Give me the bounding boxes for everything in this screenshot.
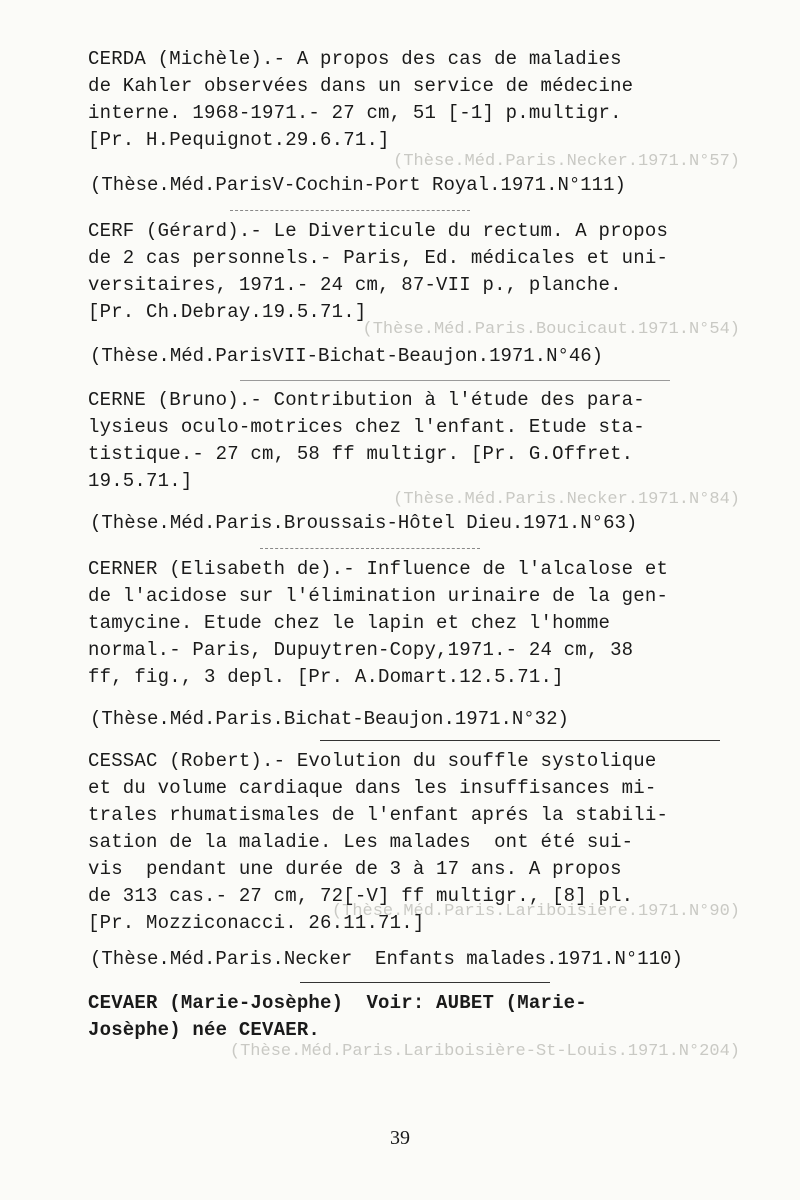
entry-line: interne. 1968-1971.- 27 cm, 51 [-1] p.multigr. [88,102,622,124]
entry-line: CERNER (Elisabeth de).- Influence de l'alcalose et [88,558,669,580]
cross-reference-line: Josèphe) née CEVAER. [88,1019,321,1041]
bleed-through-text: (Thèse.Méd.Paris.Lariboisière.1971.N°90) [331,902,740,921]
entry-line: et du volume cardiaque dans les insuffisances mi- [88,777,657,799]
entry-line: vis pendant une durée de 3 à 17 ans. A propos [88,858,622,880]
entry-line: de Kahler observées dans un service de médecine [88,75,634,97]
thesis-source: (Thèse.Méd.Paris.Necker Enfants malades.1971.N°110) [90,948,683,970]
cross-reference-entry [88,990,728,1044]
separator-rule [240,380,670,381]
entry-line: ff, fig., 3 depl. [Pr. A.Domart.12.5.71.] [88,666,564,688]
entry-line: CERDA (Michèle).- A propos des cas de maladies [88,48,622,70]
entry-line: sation de la maladie. Les malades ont été sui- [88,831,634,853]
separator-rule [260,548,480,549]
entry-line: [Pr. Mozziconacci. 26.11.71.] [88,912,425,934]
entry-line: de l'acidose sur l'élimination urinaire de la gen- [88,585,669,607]
bibliography-entry [88,748,728,937]
separator-rule [320,740,720,741]
thesis-source: (Thèse.Méd.ParisV-Cochin-Port Royal.1971.N°111) [90,174,626,196]
cross-reference-line: CEVAER (Marie-Josèphe) Voir: AUBET (Marie- [88,992,587,1014]
bibliography-entry [88,218,728,326]
entry-line: tistique.- 27 cm, 58 ff multigr. [Pr. G.Offret. [88,443,634,465]
entry-line: de 2 cas personnels.- Paris, Ed. médicales et uni- [88,247,669,269]
entry-line: versitaires, 1971.- 24 cm, 87-VII p., planche. [88,274,622,296]
separator-rule [300,982,550,983]
bibliography-entry [88,556,728,691]
entry-line: CERF (Gérard).- Le Diverticule du rectum. A propos [88,220,669,242]
entry-line: normal.- Paris, Dupuytren-Copy,1971.- 24 cm, 38 [88,639,634,661]
bleed-through-text: (Thèse.Méd.Paris.Boucicaut.1971.N°54) [362,320,740,339]
entry-line: [Pr. Ch.Debray.19.5.71.] [88,301,367,323]
bleed-through-text: (Thèse.Méd.Paris.Necker.1971.N°84) [393,490,740,509]
entry-line: 19.5.71.] [88,470,193,492]
bleed-through-text: (Thèse.Méd.Paris.Necker.1971.N°57) [393,152,740,171]
thesis-source: (Thèse.Méd.Paris.Broussais-Hôtel Dieu.1971.N°63) [90,512,638,534]
bibliography-entry [88,46,728,154]
page-number: 39 [390,1127,410,1149]
bleed-through-text: (Thèse.Méd.Paris.Lariboisière-St-Louis.1971.N°204) [229,1042,740,1061]
entry-line: trales rhumatismales de l'enfant aprés la stabili- [88,804,669,826]
entry-line: de 313 cas.- 27 cm, 72[-V] ff multigr., [8] pl. [88,885,634,907]
entry-line: CERNE (Bruno).- Contribution à l'étude des para- [88,389,645,411]
separator-rule [230,210,470,211]
thesis-source: (Thèse.Méd.Paris.Bichat-Beaujon.1971.N°32) [90,708,569,730]
entry-line: tamycine. Etude chez le lapin et chez l'homme [88,612,611,634]
thesis-source: (Thèse.Méd.ParisVII-Bichat-Beaujon.1971.N°46) [90,345,604,367]
entry-line: [Pr. H.Pequignot.29.6.71.] [88,129,390,151]
bibliography-entry [88,387,728,495]
entry-line: CESSAC (Robert).- Evolution du souffle systolique [88,750,657,772]
entry-line: lysieus oculo-motrices chez l'enfant. Etude sta- [88,416,645,438]
